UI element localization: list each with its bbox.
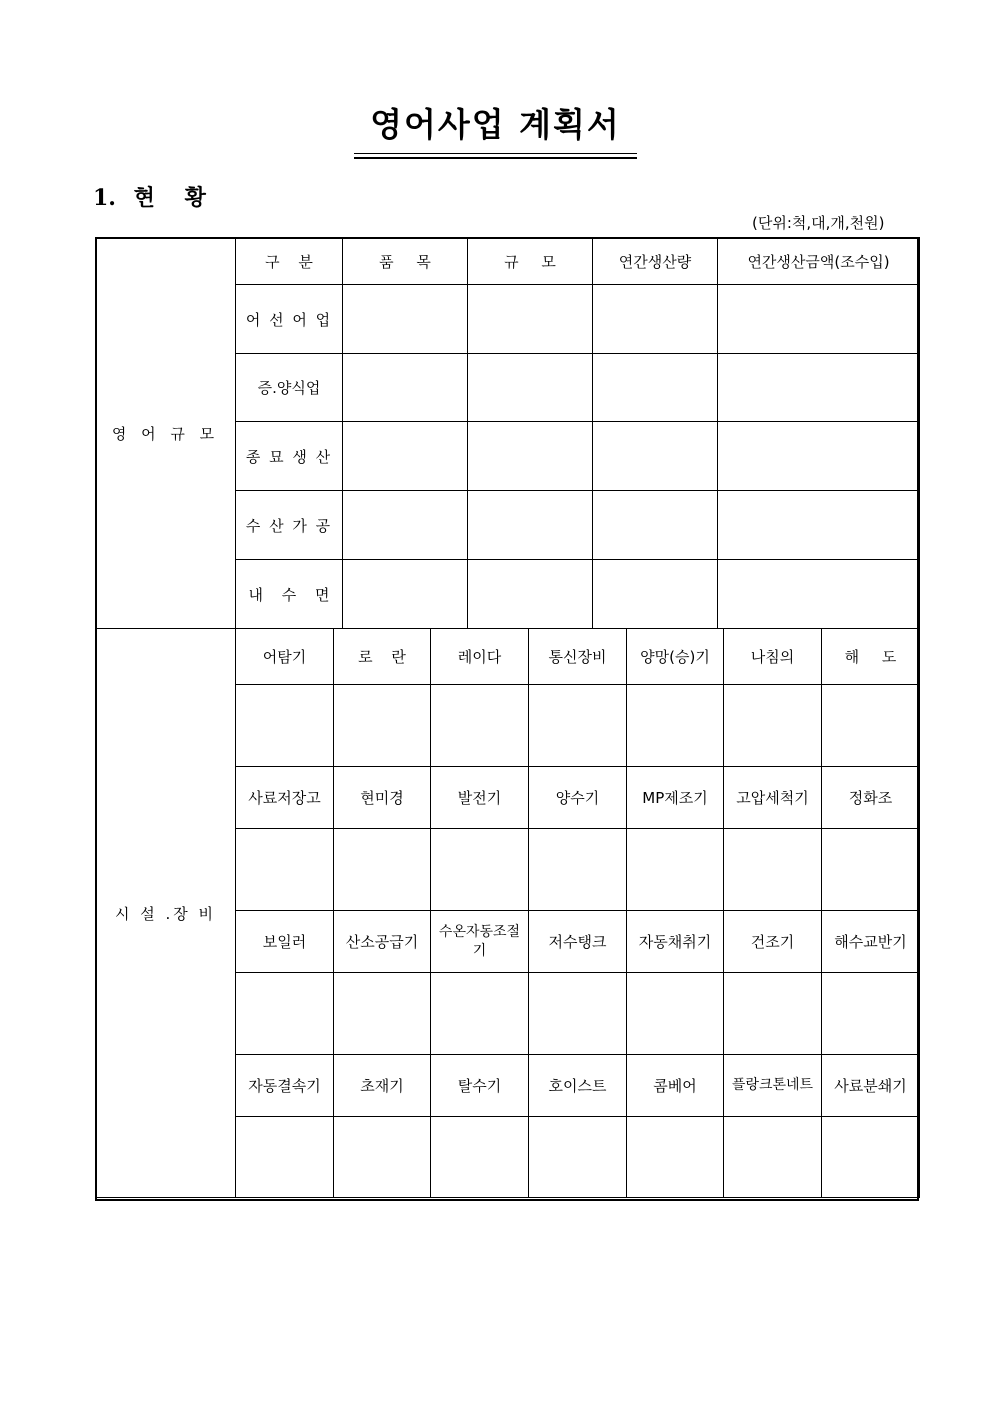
row-label-aquaculture: 증.양식업 bbox=[236, 354, 343, 422]
equip-label: 수온자동조절기 bbox=[431, 911, 529, 973]
header-annual-revenue: 연간생산금액(조수입) bbox=[718, 238, 920, 285]
equip-label: 발전기 bbox=[431, 767, 529, 829]
input-cell[interactable] bbox=[822, 973, 920, 1055]
input-cell[interactable] bbox=[343, 491, 468, 560]
input-cell[interactable] bbox=[343, 285, 468, 354]
row-label-inland: 내 수 면 bbox=[236, 560, 343, 629]
input-cell[interactable] bbox=[724, 1117, 822, 1198]
equip-label: 어탐기 bbox=[236, 629, 334, 685]
equip-label: 플랑크톤네트 bbox=[724, 1055, 822, 1117]
equip-label: 자동채취기 bbox=[627, 911, 724, 973]
input-cell[interactable] bbox=[627, 685, 724, 767]
header-scale: 규 모 bbox=[468, 238, 593, 285]
input-cell[interactable] bbox=[468, 560, 593, 629]
input-cell[interactable] bbox=[718, 422, 920, 491]
input-cell[interactable] bbox=[593, 560, 718, 629]
equip-label: 저수탱크 bbox=[529, 911, 627, 973]
input-cell[interactable] bbox=[236, 1117, 334, 1198]
equip-label: 현미경 bbox=[334, 767, 431, 829]
equip-label: 초재기 bbox=[334, 1055, 431, 1117]
input-cell[interactable] bbox=[593, 491, 718, 560]
input-cell[interactable] bbox=[236, 685, 334, 767]
facility-group-label: 시 설 .장 비 bbox=[96, 629, 236, 1198]
section-char-2: 황 bbox=[184, 185, 206, 211]
input-cell[interactable] bbox=[718, 560, 920, 629]
input-cell[interactable] bbox=[468, 285, 593, 354]
title-block bbox=[354, 100, 637, 150]
input-cell[interactable] bbox=[431, 973, 529, 1055]
equip-label: 고압세척기 bbox=[724, 767, 822, 829]
input-cell[interactable] bbox=[529, 685, 627, 767]
header-item: 품 목 bbox=[343, 238, 468, 285]
equip-label: 나침의 bbox=[724, 629, 822, 685]
input-cell[interactable] bbox=[431, 829, 529, 911]
input-cell[interactable] bbox=[468, 422, 593, 491]
input-cell[interactable] bbox=[236, 973, 334, 1055]
input-cell[interactable] bbox=[529, 1117, 627, 1198]
equip-label: MP제조기 bbox=[627, 767, 724, 829]
input-cell[interactable] bbox=[334, 1117, 431, 1198]
input-cell[interactable] bbox=[468, 491, 593, 560]
equip-label: 양망(승)기 bbox=[627, 629, 724, 685]
equip-label: 사료저장고 bbox=[236, 767, 334, 829]
header-category: 구 분 bbox=[236, 238, 343, 285]
equip-label: 통신장비 bbox=[529, 629, 627, 685]
input-cell[interactable] bbox=[343, 354, 468, 422]
equip-label: 해수교반기 bbox=[822, 911, 920, 973]
header-annual-output: 연간생산량 bbox=[593, 238, 718, 285]
input-cell[interactable] bbox=[718, 354, 920, 422]
input-cell[interactable] bbox=[593, 285, 718, 354]
equip-label: 사료분쇄기 bbox=[822, 1055, 920, 1117]
input-cell[interactable] bbox=[822, 829, 920, 911]
section-heading bbox=[93, 181, 216, 212]
input-cell[interactable] bbox=[724, 973, 822, 1055]
equip-label: 해 도 bbox=[822, 629, 920, 685]
input-cell[interactable] bbox=[822, 685, 920, 767]
title-underline-thin bbox=[354, 153, 637, 154]
section-number: 1. bbox=[93, 185, 116, 211]
input-cell[interactable] bbox=[627, 1117, 724, 1198]
input-cell[interactable] bbox=[343, 422, 468, 491]
input-cell[interactable] bbox=[627, 973, 724, 1055]
equip-label: 호이스트 bbox=[529, 1055, 627, 1117]
input-cell[interactable] bbox=[724, 685, 822, 767]
row-label-seedling: 종 묘 생 산 bbox=[236, 422, 343, 491]
input-cell[interactable] bbox=[529, 829, 627, 911]
input-cell[interactable] bbox=[468, 354, 593, 422]
section-char-1: 현 bbox=[133, 185, 155, 211]
equip-label: 건조기 bbox=[724, 911, 822, 973]
equip-label: 양수기 bbox=[529, 767, 627, 829]
scale-group-label: 영 어 규 모 bbox=[96, 238, 236, 629]
equip-label: 산소공급기 bbox=[334, 911, 431, 973]
scale-table bbox=[95, 237, 920, 629]
input-cell[interactable] bbox=[529, 973, 627, 1055]
facility-table bbox=[95, 628, 920, 1198]
equip-label: 자동결속기 bbox=[236, 1055, 334, 1117]
equip-label: 로 란 bbox=[334, 629, 431, 685]
input-cell[interactable] bbox=[334, 685, 431, 767]
equip-label: 탈수기 bbox=[431, 1055, 529, 1117]
input-cell[interactable] bbox=[593, 422, 718, 491]
input-cell[interactable] bbox=[431, 685, 529, 767]
row-label-processing: 수 산 가 공 bbox=[236, 491, 343, 560]
equip-label: 레이다 bbox=[431, 629, 529, 685]
input-cell[interactable] bbox=[343, 560, 468, 629]
input-cell[interactable] bbox=[334, 829, 431, 911]
equip-label: 보일러 bbox=[236, 911, 334, 973]
equip-label: 콤베어 bbox=[627, 1055, 724, 1117]
row-label-fishing: 어 선 어 업 bbox=[236, 285, 343, 354]
input-cell[interactable] bbox=[334, 973, 431, 1055]
input-cell[interactable] bbox=[718, 491, 920, 560]
title-underline-thick bbox=[354, 157, 637, 159]
input-cell[interactable] bbox=[822, 1117, 920, 1198]
unit-note: (단위:척,대,개,천원) bbox=[752, 214, 885, 232]
page-title: 영어사업 계획서 bbox=[370, 105, 621, 144]
input-cell[interactable] bbox=[718, 285, 920, 354]
input-cell[interactable] bbox=[724, 829, 822, 911]
input-cell[interactable] bbox=[236, 829, 334, 911]
equip-label: 정화조 bbox=[822, 767, 920, 829]
input-cell[interactable] bbox=[627, 829, 724, 911]
input-cell[interactable] bbox=[593, 354, 718, 422]
input-cell[interactable] bbox=[431, 1117, 529, 1198]
